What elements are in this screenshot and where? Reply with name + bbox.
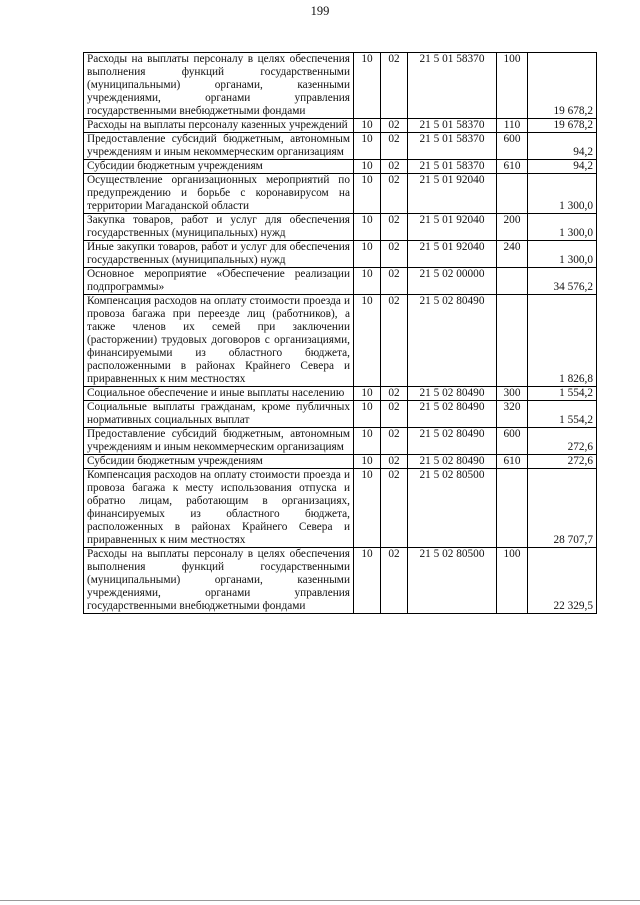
row-description: Компенсация расходов на оплату стоимости проезда и провоза багажа при переезде лиц (работников), а также членов их семей при заключении (расторжении) трудовых договоров с организациями, финансируемыми из областного бюджета, расположенными в районах Крайнего Севера и приравненных к ним местностях xyxy=(84,295,354,387)
row-target-code: 21 5 01 58370 xyxy=(408,160,497,174)
row-target-code: 21 5 02 80500 xyxy=(408,548,497,614)
row-expense-type: 610 xyxy=(497,455,528,469)
row-section: 10 xyxy=(354,241,381,268)
row-amount: 34 576,2 xyxy=(528,268,597,295)
row-subsection: 02 xyxy=(381,174,408,214)
row-subsection: 02 xyxy=(381,241,408,268)
row-expense-type xyxy=(497,268,528,295)
row-target-code: 21 5 01 58370 xyxy=(408,133,497,160)
row-amount: 1 300,0 xyxy=(528,174,597,214)
row-section: 10 xyxy=(354,133,381,160)
row-expense-type xyxy=(497,295,528,387)
row-section: 10 xyxy=(354,214,381,241)
row-description: Основное мероприятие «Обеспечение реализации подпрограммы» xyxy=(84,268,354,295)
row-section: 10 xyxy=(354,53,381,119)
budget-table xyxy=(83,52,597,614)
row-amount: 19 678,2 xyxy=(528,53,597,119)
row-section: 10 xyxy=(354,160,381,174)
row-description: Расходы на выплаты персоналу в целях обеспечения выполнения функций государственными (муниципальными) органами, казенными учреждениями, органами управления государственными внебюджетными фондами xyxy=(84,548,354,614)
row-subsection: 02 xyxy=(381,214,408,241)
table-row xyxy=(84,160,597,174)
row-subsection: 02 xyxy=(381,119,408,133)
table-row xyxy=(84,295,597,387)
row-description: Субсидии бюджетным учреждениям xyxy=(84,455,354,469)
row-description: Субсидии бюджетным учреждениям xyxy=(84,160,354,174)
row-amount: 1 300,0 xyxy=(528,241,597,268)
table-row xyxy=(84,428,597,455)
row-target-code: 21 5 02 80500 xyxy=(408,469,497,548)
row-expense-type: 100 xyxy=(497,548,528,614)
row-description: Социальные выплаты гражданам, кроме публичных нормативных социальных выплат xyxy=(84,401,354,428)
row-section: 10 xyxy=(354,268,381,295)
table-row xyxy=(84,53,597,119)
page-number: 199 xyxy=(310,4,330,18)
row-expense-type: 100 xyxy=(497,53,528,119)
row-target-code: 21 5 02 80490 xyxy=(408,401,497,428)
row-target-code: 21 5 02 80490 xyxy=(408,455,497,469)
row-amount: 19 678,2 xyxy=(528,119,597,133)
row-subsection: 02 xyxy=(381,133,408,160)
row-section: 10 xyxy=(354,119,381,133)
row-subsection: 02 xyxy=(381,401,408,428)
row-description: Предоставление субсидий бюджетным, автономным учреждениям и иным некоммерческим организациям xyxy=(84,133,354,160)
row-subsection: 02 xyxy=(381,455,408,469)
row-section: 10 xyxy=(354,428,381,455)
row-subsection: 02 xyxy=(381,268,408,295)
row-amount: 1 554,2 xyxy=(528,401,597,428)
row-description: Закупка товаров, работ и услуг для обеспечения государственных (муниципальных) нужд xyxy=(84,214,354,241)
row-section: 10 xyxy=(354,548,381,614)
table-row xyxy=(84,268,597,295)
row-target-code: 21 5 01 58370 xyxy=(408,53,497,119)
table-row xyxy=(84,174,597,214)
row-section: 10 xyxy=(354,455,381,469)
row-subsection: 02 xyxy=(381,428,408,455)
row-expense-type: 600 xyxy=(497,428,528,455)
table-row xyxy=(84,548,597,614)
row-description: Расходы на выплаты персоналу в целях обеспечения выполнения функций государственными (муниципальными) органами, казенными учреждениями, органами управления государственными внебюджетными фондами xyxy=(84,53,354,119)
row-expense-type: 600 xyxy=(497,133,528,160)
row-target-code: 21 5 02 80490 xyxy=(408,428,497,455)
row-description: Предоставление субсидий бюджетным, автономным учреждениям и иным некоммерческим организациям xyxy=(84,428,354,455)
row-section: 10 xyxy=(354,401,381,428)
row-target-code: 21 5 02 80490 xyxy=(408,387,497,401)
row-target-code: 21 5 01 92040 xyxy=(408,241,497,268)
table-row xyxy=(84,241,597,268)
row-description: Осуществление организационных мероприятий по предупреждению и борьбе с коронавирусом на территории Магаданской области xyxy=(84,174,354,214)
row-subsection: 02 xyxy=(381,295,408,387)
row-amount: 272,6 xyxy=(528,428,597,455)
table-row xyxy=(84,133,597,160)
row-subsection: 02 xyxy=(381,53,408,119)
budget-table-body xyxy=(84,53,597,614)
row-description: Социальное обеспечение и иные выплаты населению xyxy=(84,387,354,401)
row-subsection: 02 xyxy=(381,160,408,174)
row-subsection: 02 xyxy=(381,469,408,548)
row-target-code: 21 5 01 92040 xyxy=(408,214,497,241)
table-row xyxy=(84,387,597,401)
row-amount: 272,6 xyxy=(528,455,597,469)
table-row xyxy=(84,119,597,133)
row-section: 10 xyxy=(354,174,381,214)
row-amount: 28 707,7 xyxy=(528,469,597,548)
row-expense-type: 610 xyxy=(497,160,528,174)
row-expense-type: 110 xyxy=(497,119,528,133)
row-expense-type xyxy=(497,174,528,214)
table-row xyxy=(84,214,597,241)
row-section: 10 xyxy=(354,295,381,387)
row-expense-type xyxy=(497,469,528,548)
row-target-code: 21 5 01 58370 xyxy=(408,119,497,133)
row-section: 10 xyxy=(354,387,381,401)
row-amount: 1 554,2 xyxy=(528,387,597,401)
row-subsection: 02 xyxy=(381,548,408,614)
row-expense-type: 200 xyxy=(497,214,528,241)
row-description: Расходы на выплаты персоналу казенных учреждений xyxy=(84,119,354,133)
row-section: 10 xyxy=(354,469,381,548)
row-amount: 94,2 xyxy=(528,133,597,160)
row-subsection: 02 xyxy=(381,387,408,401)
row-expense-type: 300 xyxy=(497,387,528,401)
row-expense-type: 240 xyxy=(497,241,528,268)
row-expense-type: 320 xyxy=(497,401,528,428)
row-amount: 22 329,5 xyxy=(528,548,597,614)
row-amount: 1 300,0 xyxy=(528,214,597,241)
table-row xyxy=(84,401,597,428)
row-target-code: 21 5 01 92040 xyxy=(408,174,497,214)
row-description: Компенсация расходов на оплату стоимости проезда и провоза багажа к месту использования отпуска и обратно лицам, работающим в организациях, финансируемых из областного бюджета, расположенных в районах Крайнего Севера и приравненных к ним местностях xyxy=(84,469,354,548)
row-target-code: 21 5 02 80490 xyxy=(408,295,497,387)
table-row xyxy=(84,469,597,548)
row-amount: 94,2 xyxy=(528,160,597,174)
row-target-code: 21 5 02 00000 xyxy=(408,268,497,295)
row-description: Иные закупки товаров, работ и услуг для обеспечения государственных (муниципальных) нужд xyxy=(84,241,354,268)
table-row xyxy=(84,455,597,469)
bottom-divider xyxy=(0,900,640,901)
row-amount: 1 826,8 xyxy=(528,295,597,387)
